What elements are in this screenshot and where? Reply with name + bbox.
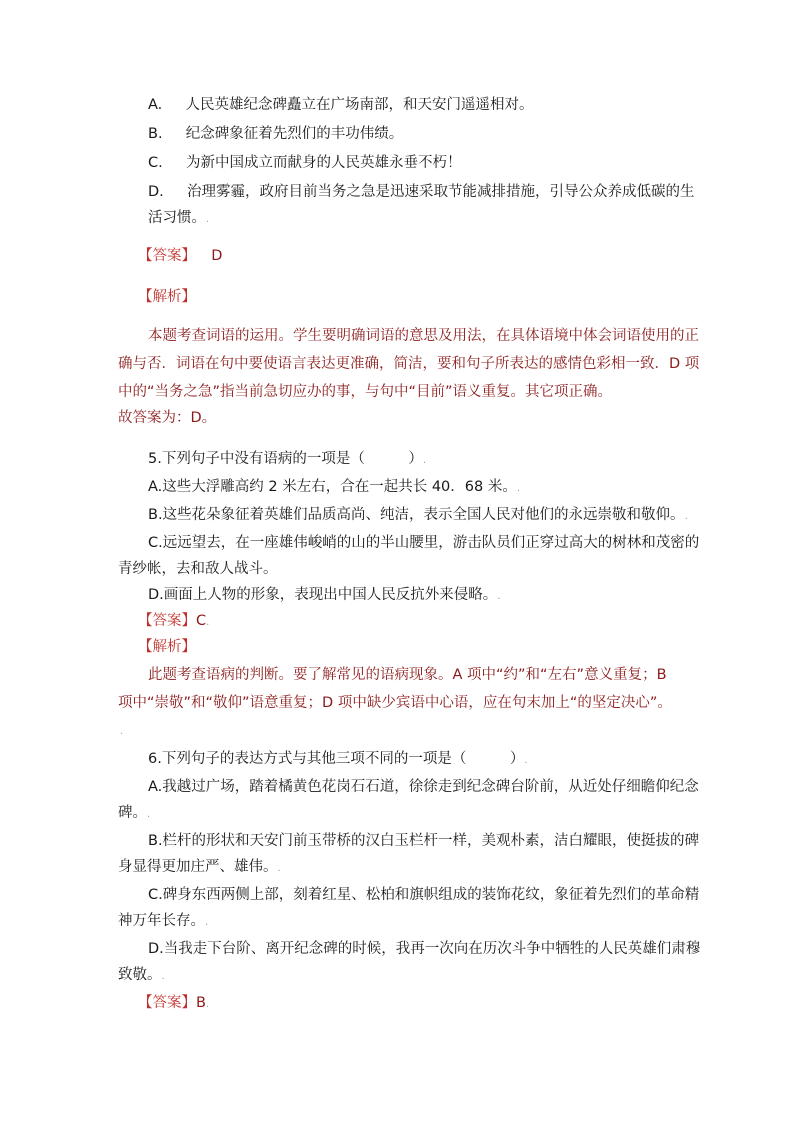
q6-option: D.当我走下台阶、离开纪念碑的时候，我再一次向在历次斗争中牺牲的人民英雄们肃穆 xyxy=(148,941,701,957)
analysis-line: 本题考查词语的运用。学生要明确词语的意思及用法，在具体语境中体会词语使用的正 xyxy=(148,328,699,344)
q6-option: C.碑身东西两侧上部，刻着红星、松柏和旗帜组成的装饰花纹，象征着先烈们的革命精 xyxy=(148,887,700,903)
q5-option: C.远远望去，在一座雄伟峻峭的山的半山腰里，游击队员们正穿过高大的树林和茂密的 xyxy=(148,535,700,551)
answer-value: C xyxy=(196,613,207,629)
q6-title: 6.下列句子的表达方式与其他三项不同的一项是（ ）. xyxy=(148,751,528,767)
answer-tag: 【答案】 xyxy=(138,248,196,264)
answer-value: D xyxy=(211,248,223,264)
option-text: 活习惯。 xyxy=(148,210,206,226)
answer-tag: 【答案】 xyxy=(138,995,196,1011)
q4-option-b xyxy=(148,124,403,144)
q5-answer: 【答案】C. xyxy=(138,613,210,629)
q4-option-d xyxy=(148,182,695,202)
q6-option: B.栏杆的形状和天安门前玉带桥的汉白玉栏杆一样，美观朴素，洁白耀眼，使挺拔的碑 xyxy=(148,833,700,849)
q6-option-continued: 碑。. xyxy=(118,805,151,821)
q6-option-continued: 致敬。. xyxy=(118,967,165,983)
q5-option: B.这些花朵象征着英雄们品质高尚、纯洁，表示全国人民对他们的永远崇敬和敬仰。. xyxy=(148,507,688,523)
q5-option: A.这些大浮雕高约 2 米左右，合在一起共长 40．68 米。. xyxy=(148,479,521,495)
analysis-tag-2: 【解析】 xyxy=(138,639,196,655)
option-label: A. xyxy=(148,97,163,113)
q5-option-continued: 青纱帐，去和敌人战斗。 xyxy=(118,561,278,577)
analysis-line: 中的“当务之急”指当前急切应办的事，与句中“目前”语义重复。其它项正确。 xyxy=(118,384,613,400)
q6-option-continued: 神万年长存。. xyxy=(118,913,209,929)
q4-option-c xyxy=(148,153,461,173)
paragraph-mark: . xyxy=(120,726,124,737)
answer-value: B xyxy=(196,995,206,1011)
answer-line-1 xyxy=(138,246,222,266)
option-label: D. xyxy=(148,184,164,200)
q6-option: A.我越过广场，踏着橘黄色花岗石石道，徐徐走到纪念碑台阶前，从近处仔细瞻仰纪念 xyxy=(148,779,699,795)
option-text: 为新中国成立而献身的人民英雄永垂不朽！ xyxy=(185,155,462,171)
option-text: 治理雾霾，政府目前当务之急是迅速采取节能减排措施，引导公众养成低碳的生 xyxy=(187,184,695,200)
analysis-line: 项中“崇敬”和“敬仰”语意重复；D 项中缺少宾语中心语，应在句末加上“的坚定决心”。 xyxy=(118,695,672,711)
analysis-tag-1: 【解析】 xyxy=(138,289,196,305)
q5-title: 5.下列句子中没有语病的一项是（ ）. xyxy=(148,451,427,467)
q4-option-d-continued: 活习惯。. xyxy=(148,210,210,226)
q6-answer: 【答案】B. xyxy=(138,995,210,1011)
answer-tag: 【答案】 xyxy=(138,613,196,629)
option-label: C. xyxy=(148,155,163,171)
q6-option-continued: 身显得更加庄严、雄伟。. xyxy=(118,859,281,875)
analysis-conclusion: 故答案为：D。 xyxy=(118,410,217,426)
analysis-line: 确与否．词语在句中要使语言表达更准确，简洁，要和句子所表达的感情色彩相一致．D 项 xyxy=(118,356,700,372)
q4-option-a xyxy=(148,95,534,115)
q5-option: D.画面上人物的形象，表现出中国人民反抗外来侵略。. xyxy=(148,587,501,603)
option-text: 人民英雄纪念碑矗立在广场南部，和天安门遥遥相对。 xyxy=(185,97,534,113)
option-label: B. xyxy=(148,126,163,142)
option-text: 纪念碑象征着先烈们的丰功伟绩。 xyxy=(185,126,404,142)
analysis-line: 此题考查语病的判断。要了解常见的语病现象。A 项中“约”和“左右”意义重复；B xyxy=(148,667,667,683)
